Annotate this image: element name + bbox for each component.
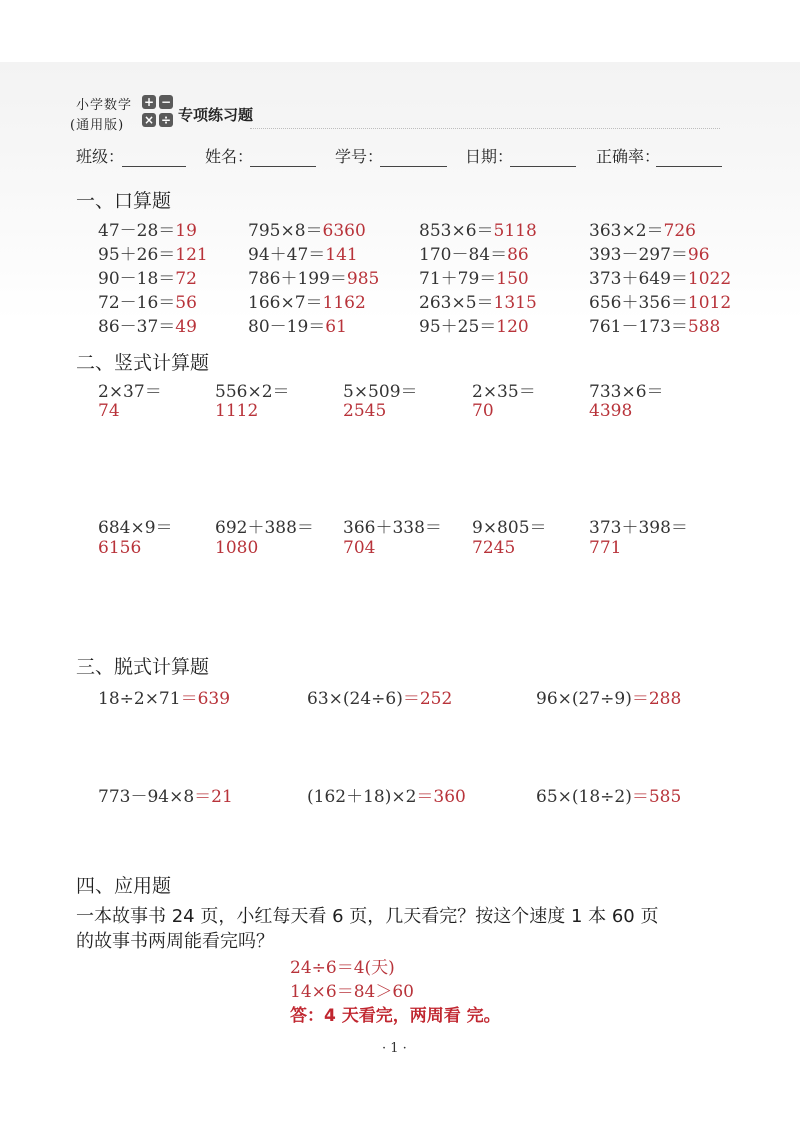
vertical-answer: 6156	[98, 538, 142, 558]
plus-icon: +	[143, 95, 155, 109]
accuracy-field[interactable]	[656, 166, 722, 167]
vertical-answer: 704	[343, 538, 376, 558]
oral-item: 263×5＝1315	[419, 293, 537, 313]
oral-item: 393－297＝96	[589, 245, 710, 265]
oral-item: 95＋25＝120	[419, 317, 529, 337]
date-label: 日期：	[465, 147, 514, 166]
stepwise-item: (162＋18)×2＝360	[307, 787, 466, 807]
name-label: 姓名：	[205, 147, 254, 166]
vertical-answer: 1080	[215, 538, 259, 558]
oral-item: 86－37＝49	[98, 317, 197, 337]
series-title: 专项练习题	[178, 106, 254, 124]
oral-item: 170－84＝86	[419, 245, 529, 265]
oral-item: 373＋649＝1022	[589, 269, 732, 289]
header-rule	[250, 128, 720, 129]
word-problem-line-2: 的故事书两周能看完吗？	[76, 931, 274, 952]
solution-step-2: 14×6＝84＞60	[290, 982, 414, 1002]
class-label: 班级：	[76, 147, 125, 166]
stepwise-item: 63×(24÷6)＝252	[307, 689, 453, 709]
stepwise-item: 18÷2×71＝639	[98, 689, 231, 709]
brand-line-2: (通用版)	[70, 118, 125, 133]
vertical-question: 9×805＝	[472, 518, 547, 538]
vertical-answer: 4398	[589, 401, 633, 421]
vertical-answer: 74	[98, 401, 120, 421]
word-problem-line-1: 一本故事书 24 页，小红每天看 6 页，几天看完？按这个速度 1 本 60 页	[76, 906, 659, 927]
divide-icon: ÷	[160, 113, 172, 127]
oral-item: 95＋26＝121	[98, 245, 208, 265]
vertical-answer: 70	[472, 401, 494, 421]
solution-step-1: 24÷6＝4(天)	[290, 958, 395, 978]
vertical-answer: 2545	[343, 401, 387, 421]
top-margin	[0, 0, 800, 62]
vertical-question: 684×9＝	[98, 518, 173, 538]
vertical-question: 733×6＝	[589, 382, 664, 402]
vertical-question: 556×2＝	[215, 382, 290, 402]
section-vertical-title: 二、竖式计算题	[76, 352, 210, 374]
vertical-question: 692＋388＝	[215, 518, 314, 538]
date-field[interactable]	[510, 166, 576, 167]
class-field[interactable]	[122, 166, 186, 167]
vertical-answer: 7245	[472, 538, 516, 558]
page-number: · 1 ·	[382, 1041, 407, 1056]
final-answer: 答：4 天看完，两周看 完。	[290, 1006, 501, 1026]
stepwise-item: 96×(27÷9)＝288	[536, 689, 682, 709]
vertical-question: 373＋398＝	[589, 518, 688, 538]
vertical-question: 2×35＝	[472, 382, 536, 402]
oral-item: 853×6＝5118	[419, 221, 537, 241]
section-stepwise-title: 三、脱式计算题	[76, 656, 210, 678]
times-icon: ×	[143, 113, 155, 127]
student-id-field[interactable]	[380, 166, 447, 167]
vertical-question: 366＋338＝	[343, 518, 442, 538]
oral-item: 80－19＝61	[248, 317, 347, 337]
name-field[interactable]	[250, 166, 316, 167]
accuracy-label: 正确率：	[596, 147, 661, 166]
brand-line-1: 小学数学	[76, 98, 133, 113]
vertical-question: 2×37＝	[98, 382, 162, 402]
oral-item: 761－173＝588	[589, 317, 721, 337]
stepwise-item: 65×(18÷2)＝585	[536, 787, 682, 807]
oral-item: 90－18＝72	[98, 269, 197, 289]
stepwise-item: 773－94×8＝21	[98, 787, 233, 807]
minus-icon: −	[160, 95, 172, 109]
section-word-title: 四、应用题	[76, 875, 172, 897]
vertical-answer: 771	[589, 538, 622, 558]
student-id-label: 学号：	[335, 147, 384, 166]
oral-item: 786＋199＝985	[248, 269, 380, 289]
oral-item: 72－16＝56	[98, 293, 197, 313]
math-ops-logo	[142, 95, 174, 129]
oral-item: 71＋79＝150	[419, 269, 529, 289]
oral-item: 94＋47＝141	[248, 245, 358, 265]
vertical-question: 5×509＝	[343, 382, 418, 402]
section-oral-title: 一、口算题	[76, 190, 172, 212]
oral-item: 47－28＝19	[98, 221, 197, 241]
oral-item: 363×2＝726	[589, 221, 696, 241]
oral-item: 166×7＝1162	[248, 293, 366, 313]
oral-item: 795×8＝6360	[248, 221, 366, 241]
oral-item: 656＋356＝1012	[589, 293, 732, 313]
vertical-answer: 1112	[215, 401, 259, 421]
